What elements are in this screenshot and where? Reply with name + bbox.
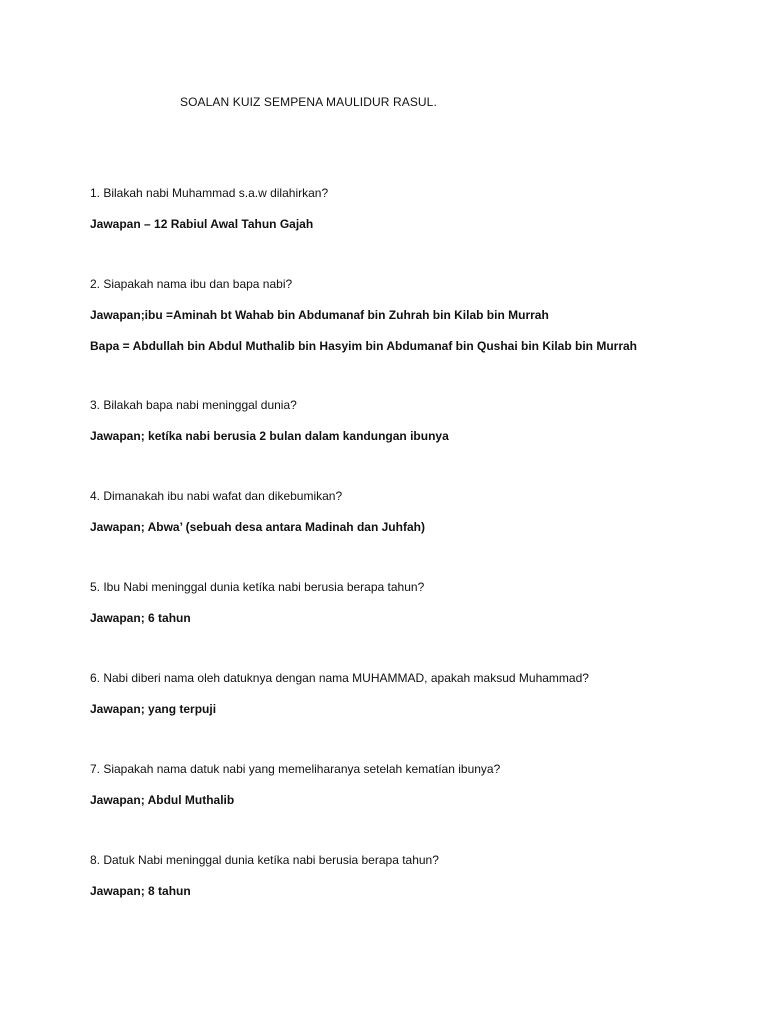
question-2: 2. Siapakah nama ibu dan bapa nabi?	[90, 277, 293, 291]
question-3: 3. Bilakah bapa nabi meninggal dunia?	[90, 398, 297, 412]
answer-1: Jawapan – 12 Rabiul Awal Tahun Gajah	[90, 217, 314, 231]
qa-item-2	[90, 276, 730, 354]
qa-item-7	[90, 761, 730, 808]
qa-item-1	[90, 185, 730, 232]
answer-3: Jawapan; ketíka nabi berusia 2 bulan dalam kandungan ibunya	[90, 429, 449, 443]
answer-7: Jawapan; Abdul Muthalib	[90, 793, 235, 807]
answer-2-bapa: Bapa = Abdullah bin Abdul Muthalib bin Hasyim bin Abdumanaf bin Qushai bin Kilab bin Murrah	[90, 339, 638, 353]
question-8: 8. Datuk Nabi meninggal dunia ketíka nabi berusia berapa tahun?	[90, 853, 439, 867]
answer-5: Jawapan; 6 tahun	[90, 611, 191, 625]
answer-6: Jawapan; yang terpuji	[90, 702, 217, 716]
qa-item-4	[90, 488, 730, 535]
question-5: 5. Ibu Nabi meninggal dunia ketíka nabi berusia berapa tahun?	[90, 580, 425, 594]
qa-item-6	[90, 670, 730, 717]
answer-4: Jawapan; Abwa’ (sebuah desa antara Madinah dan Juhfah)	[90, 520, 425, 534]
qa-item-3	[90, 397, 730, 444]
qa-item-8	[90, 852, 730, 899]
question-6: 6. Nabi diberi nama oleh datuknya dengan nama MUHAMMAD, apakah maksud Muhammad?	[90, 671, 589, 685]
document-title: SOALAN KUIZ SEMPENA MAULIDUR RASUL.	[180, 95, 437, 109]
question-1: 1. Bilakah nabi Muhammad s.a.w dilahirkan?	[90, 186, 329, 200]
answer-2-ibu: Jawapan;ibu =Aminah bt Wahab bin Abdumanaf bin Zuhrah bin Kilab bin Murrah	[90, 308, 549, 322]
qa-item-5	[90, 579, 730, 626]
answer-8: Jawapan; 8 tahun	[90, 884, 191, 898]
question-7: 7. Siapakah nama datuk nabi yang memeliharanya setelah kematían ibunya?	[90, 762, 501, 776]
question-4: 4. Dimanakah ibu nabi wafat dan dikebumikan?	[90, 489, 343, 503]
